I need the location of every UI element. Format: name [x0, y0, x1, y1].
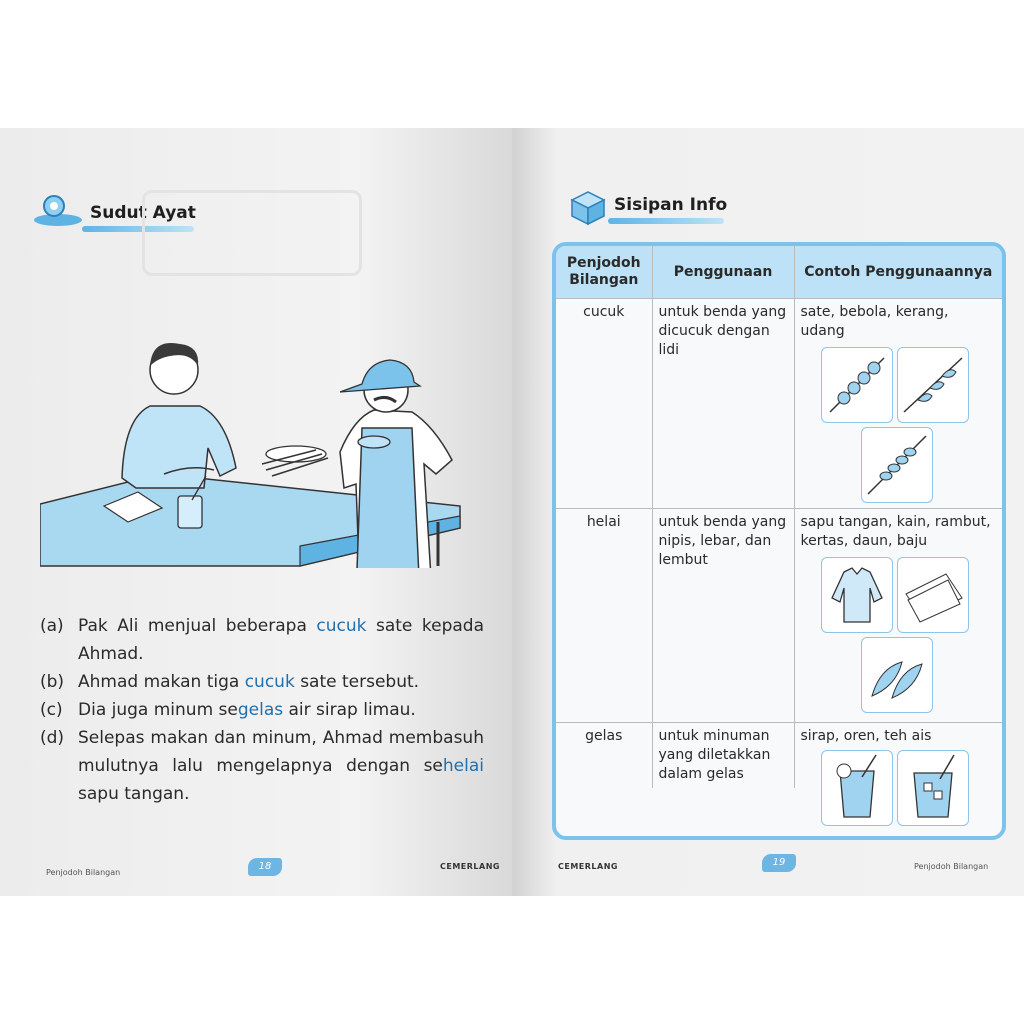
- sentence-text: Dia juga minum se: [78, 700, 238, 720]
- example-sentences: [40, 612, 484, 808]
- sentence-text: sate tersebut.: [294, 672, 420, 692]
- usage-cell: untuk benda yang nipis, lebar, dan lembut: [652, 509, 794, 723]
- sentence-text: sate kepada Ahmad.: [78, 616, 484, 664]
- sentence-marker: (d): [40, 728, 65, 748]
- header-penggunaan: Penggunaan: [652, 246, 794, 299]
- header-contoh: Contoh Penggunaannya: [794, 246, 1002, 299]
- example-text: sirap, oren, teh ais: [800, 728, 932, 744]
- footer-label: Penjodoh Bilangan: [46, 868, 121, 877]
- highlighted-word: cucuk: [316, 616, 367, 636]
- left-page: [0, 128, 512, 896]
- publisher-logo: CEMERLANG: [440, 862, 500, 871]
- word-cell: gelas: [556, 723, 652, 789]
- highlighted-word: helai: [442, 756, 484, 776]
- iced-tea-glass-picture: [897, 750, 969, 826]
- sentence-text: Selepas makan dan minum, Ahmad membasuh mulutnya lalu mengelapnya dengan se: [78, 728, 484, 776]
- table-row: [556, 723, 1002, 789]
- sentence-text: sapu tangan.: [78, 784, 190, 804]
- sentence-marker: (c): [40, 700, 63, 720]
- sentence-c: [40, 696, 484, 724]
- sentence-text: Ahmad makan tiga: [78, 672, 245, 692]
- page-number: 19: [762, 854, 796, 872]
- watermark-box: [142, 190, 362, 276]
- right-page: [516, 128, 1024, 896]
- sentence-marker: (a): [40, 616, 64, 636]
- usage-cell: untuk minuman yang diletakkan dalam gelas: [652, 723, 794, 789]
- info-table: [556, 246, 1002, 788]
- title-underline: [608, 218, 724, 224]
- section-title: Sudut Ayat: [90, 203, 196, 223]
- sate-seller-illustration: [40, 278, 466, 568]
- footer-label: Penjodoh Bilangan: [914, 862, 989, 871]
- orange-drink-glass-picture: [821, 750, 893, 826]
- example-cell: [794, 299, 1002, 509]
- table-header-row: [556, 246, 1002, 299]
- example-cell: [794, 509, 1002, 723]
- publisher-logo: CEMERLANG: [558, 862, 618, 871]
- section-title: Sisipan Info: [614, 195, 728, 215]
- word-cell: cucuk: [556, 299, 652, 509]
- shirt-picture: [821, 557, 893, 633]
- page-number: 18: [248, 858, 282, 876]
- header-penjodoh: Penjodoh Bilangan: [556, 246, 652, 299]
- sentence-marker: (b): [40, 672, 65, 692]
- usage-cell: untuk benda yang dicucuk dengan lidi: [652, 299, 794, 509]
- example-cell: [794, 723, 1002, 789]
- leaves-picture: [861, 637, 933, 713]
- sentence-a: [40, 612, 484, 668]
- skewered-shellfish-picture: [861, 427, 933, 503]
- skewered-balls-picture: [821, 347, 893, 423]
- cube-icon: [566, 186, 610, 226]
- paper-sheets-picture: [897, 557, 969, 633]
- skewered-prawns-picture: [897, 347, 969, 423]
- table-row: [556, 509, 1002, 723]
- example-text: sapu tangan, kain, rambut, kertas, daun, baju: [800, 514, 991, 549]
- word-cell: helai: [556, 509, 652, 723]
- sentence-text: Pak Ali menjual beberapa: [78, 616, 317, 636]
- table-row: [556, 299, 1002, 509]
- highlighted-word: cucuk: [244, 672, 295, 692]
- sentence-b: [40, 668, 484, 696]
- sentence-text: air sirap limau.: [283, 700, 416, 720]
- example-text: sate, bebola, kerang, udang: [800, 304, 949, 339]
- book-spread: [0, 128, 1024, 896]
- sentence-d: [40, 724, 484, 808]
- info-table-box: [552, 242, 1006, 840]
- highlighted-word: gelas: [237, 700, 284, 720]
